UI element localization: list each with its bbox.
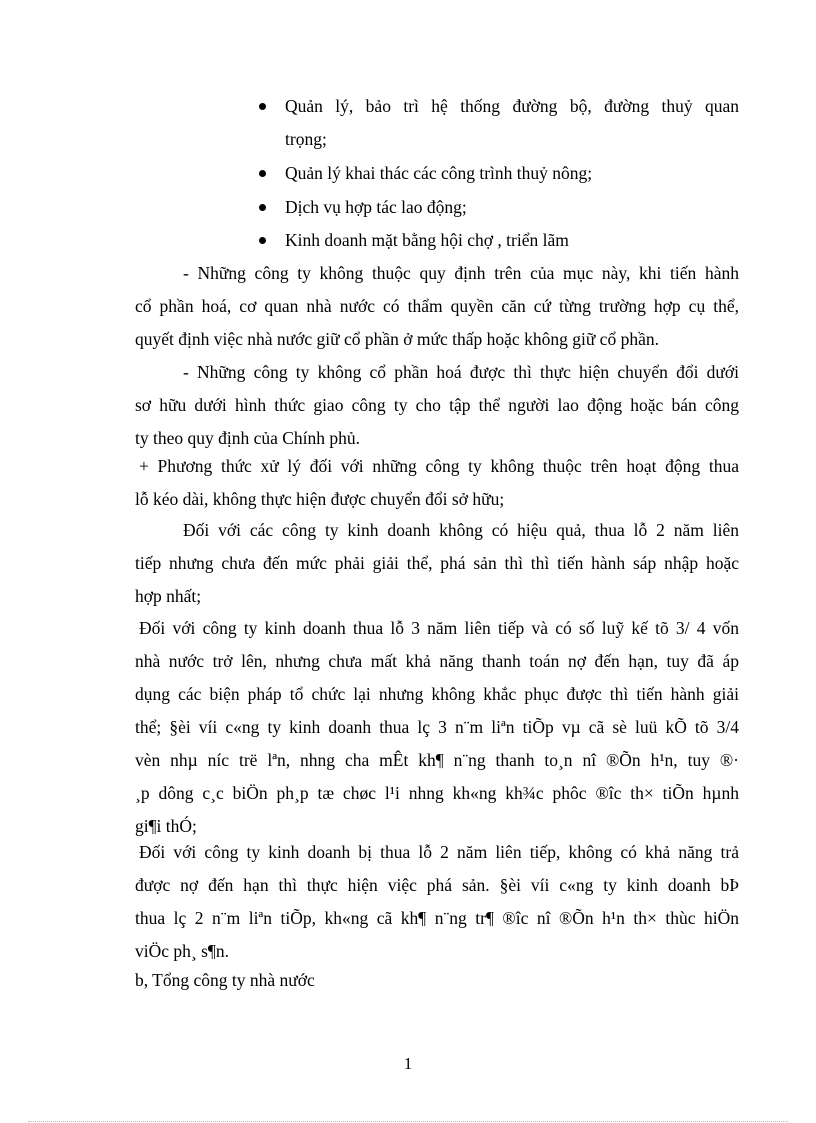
bullet-dot-icon xyxy=(259,237,266,244)
paragraph-line: Đối với các công ty kinh doanh không có hiệu quả, thua lỗ 2 năm liên xyxy=(183,520,739,540)
paragraph-line: ty theo quy định của Chính phủ. xyxy=(135,428,361,448)
paragraph xyxy=(135,514,739,613)
bullet-item xyxy=(255,224,739,257)
paragraph-line: lỗ kéo dài, không thực hiện được chuyển đổi sở hữu; xyxy=(135,489,505,509)
paragraph-line: viÖc ph¸ s¶n. xyxy=(135,941,229,961)
bullet-line: Quản lý khai thác các công trình thuỷ nông; xyxy=(285,163,593,183)
paragraph-line: - Những công ty không cổ phần hoá được thì thực hiện chuyển đổi dưới xyxy=(183,362,739,382)
paragraph-line: được nợ đến hạn thì thực hiện việc phá sản. §èi víi c«ng ty kinh doanh bÞ xyxy=(135,875,739,895)
paragraph-line: hợp nhất; xyxy=(135,586,202,606)
bullet-item xyxy=(255,191,739,224)
bullet-line: Dịch vụ hợp tác lao động; xyxy=(285,197,467,217)
bullet-item xyxy=(255,90,739,156)
paragraph-line: quyết định việc nhà nước giữ cổ phần ở mức thấp hoặc không giữ cổ phần. xyxy=(135,329,659,349)
paragraph-line: ¸p dông c¸c biÖn ph¸p tæ chøc l¹i nhng kh«ng kh¾c phôc ®îc th× tiÕn hµnh xyxy=(135,783,739,803)
paragraph-line: thua lç 2 n¨m liªn tiÕp, kh«ng cã kh¶ n¨ng tr¶ ®îc nî ®Õn h¹n th× thùc hiÖn xyxy=(135,908,739,928)
paragraph-line: thể; §èi víi c«ng ty kinh doanh thua lç 3 n¨m liªn tiÕp vµ cã sè luü kÕ tõ 3/4 xyxy=(135,717,739,737)
paragraph xyxy=(135,836,739,968)
page-number: 1 xyxy=(403,1054,413,1073)
bullet-dot-icon xyxy=(259,170,266,177)
paragraph-line: dụng các biện pháp tổ chức lại nhưng không khắc phục được thì tiến hành giải xyxy=(135,684,739,704)
footer-divider xyxy=(28,1121,788,1122)
paragraph xyxy=(135,356,739,455)
paragraph xyxy=(135,257,739,356)
paragraph xyxy=(135,450,739,516)
bullet-item xyxy=(255,157,739,190)
paragraph-line: Đối với công ty kinh doanh thua lỗ 3 năm liên tiếp và có số luỹ kế tõ 3/ 4 vốn xyxy=(139,618,739,638)
paragraph-line: tiếp nhưng chưa đến mức phải giải thể, phá sản thì thì tiến hành sáp nhập hoặc xyxy=(135,553,739,573)
paragraph-line: Đối với công ty kinh doanh bị thua lỗ 2 năm liên tiếp, không có khả năng trả xyxy=(139,842,739,862)
paragraph-line: sơ hữu dưới hình thức giao công ty cho tập thể người lao động hoặc bán công xyxy=(135,395,739,415)
paragraph-line: gi¶i thÓ; xyxy=(135,816,197,836)
bullet-line: Kinh doanh mặt bằng hội chợ , triển lãm xyxy=(285,230,569,250)
paragraph-line: vèn nhµ níc trë lªn, nhng cha mÊt kh¶ n¨ng thanh to¸n nî ®Õn h¹n, tuy ®· xyxy=(135,750,739,770)
bullet-dot-icon xyxy=(259,204,266,211)
bullet-dot-icon xyxy=(259,103,266,110)
paragraph-line: nhà nước trở lên, nhưng chưa mất khả năng thanh toán nợ đến hạn, tuy đã áp xyxy=(135,651,739,671)
section-heading-text: b, Tổng công ty nhà nước xyxy=(135,970,315,990)
section-heading xyxy=(135,964,739,997)
paragraph-line: + Phương thức xử lý đối với những công ty không thuộc trên hoạt động thua xyxy=(139,456,739,476)
paragraph xyxy=(135,612,739,843)
paragraph-line: - Những công ty không thuộc quy định trên của mục này, khi tiến hành xyxy=(183,263,739,283)
paragraph-line: cổ phần hoá, cơ quan nhà nước có thẩm quyền căn cứ từng trường hợp cụ thể, xyxy=(135,296,739,316)
bullet-line: Quản lý, bảo trì hệ thống đường bộ, đường thuỷ quan xyxy=(285,96,739,116)
bullet-line: trọng; xyxy=(285,129,327,149)
